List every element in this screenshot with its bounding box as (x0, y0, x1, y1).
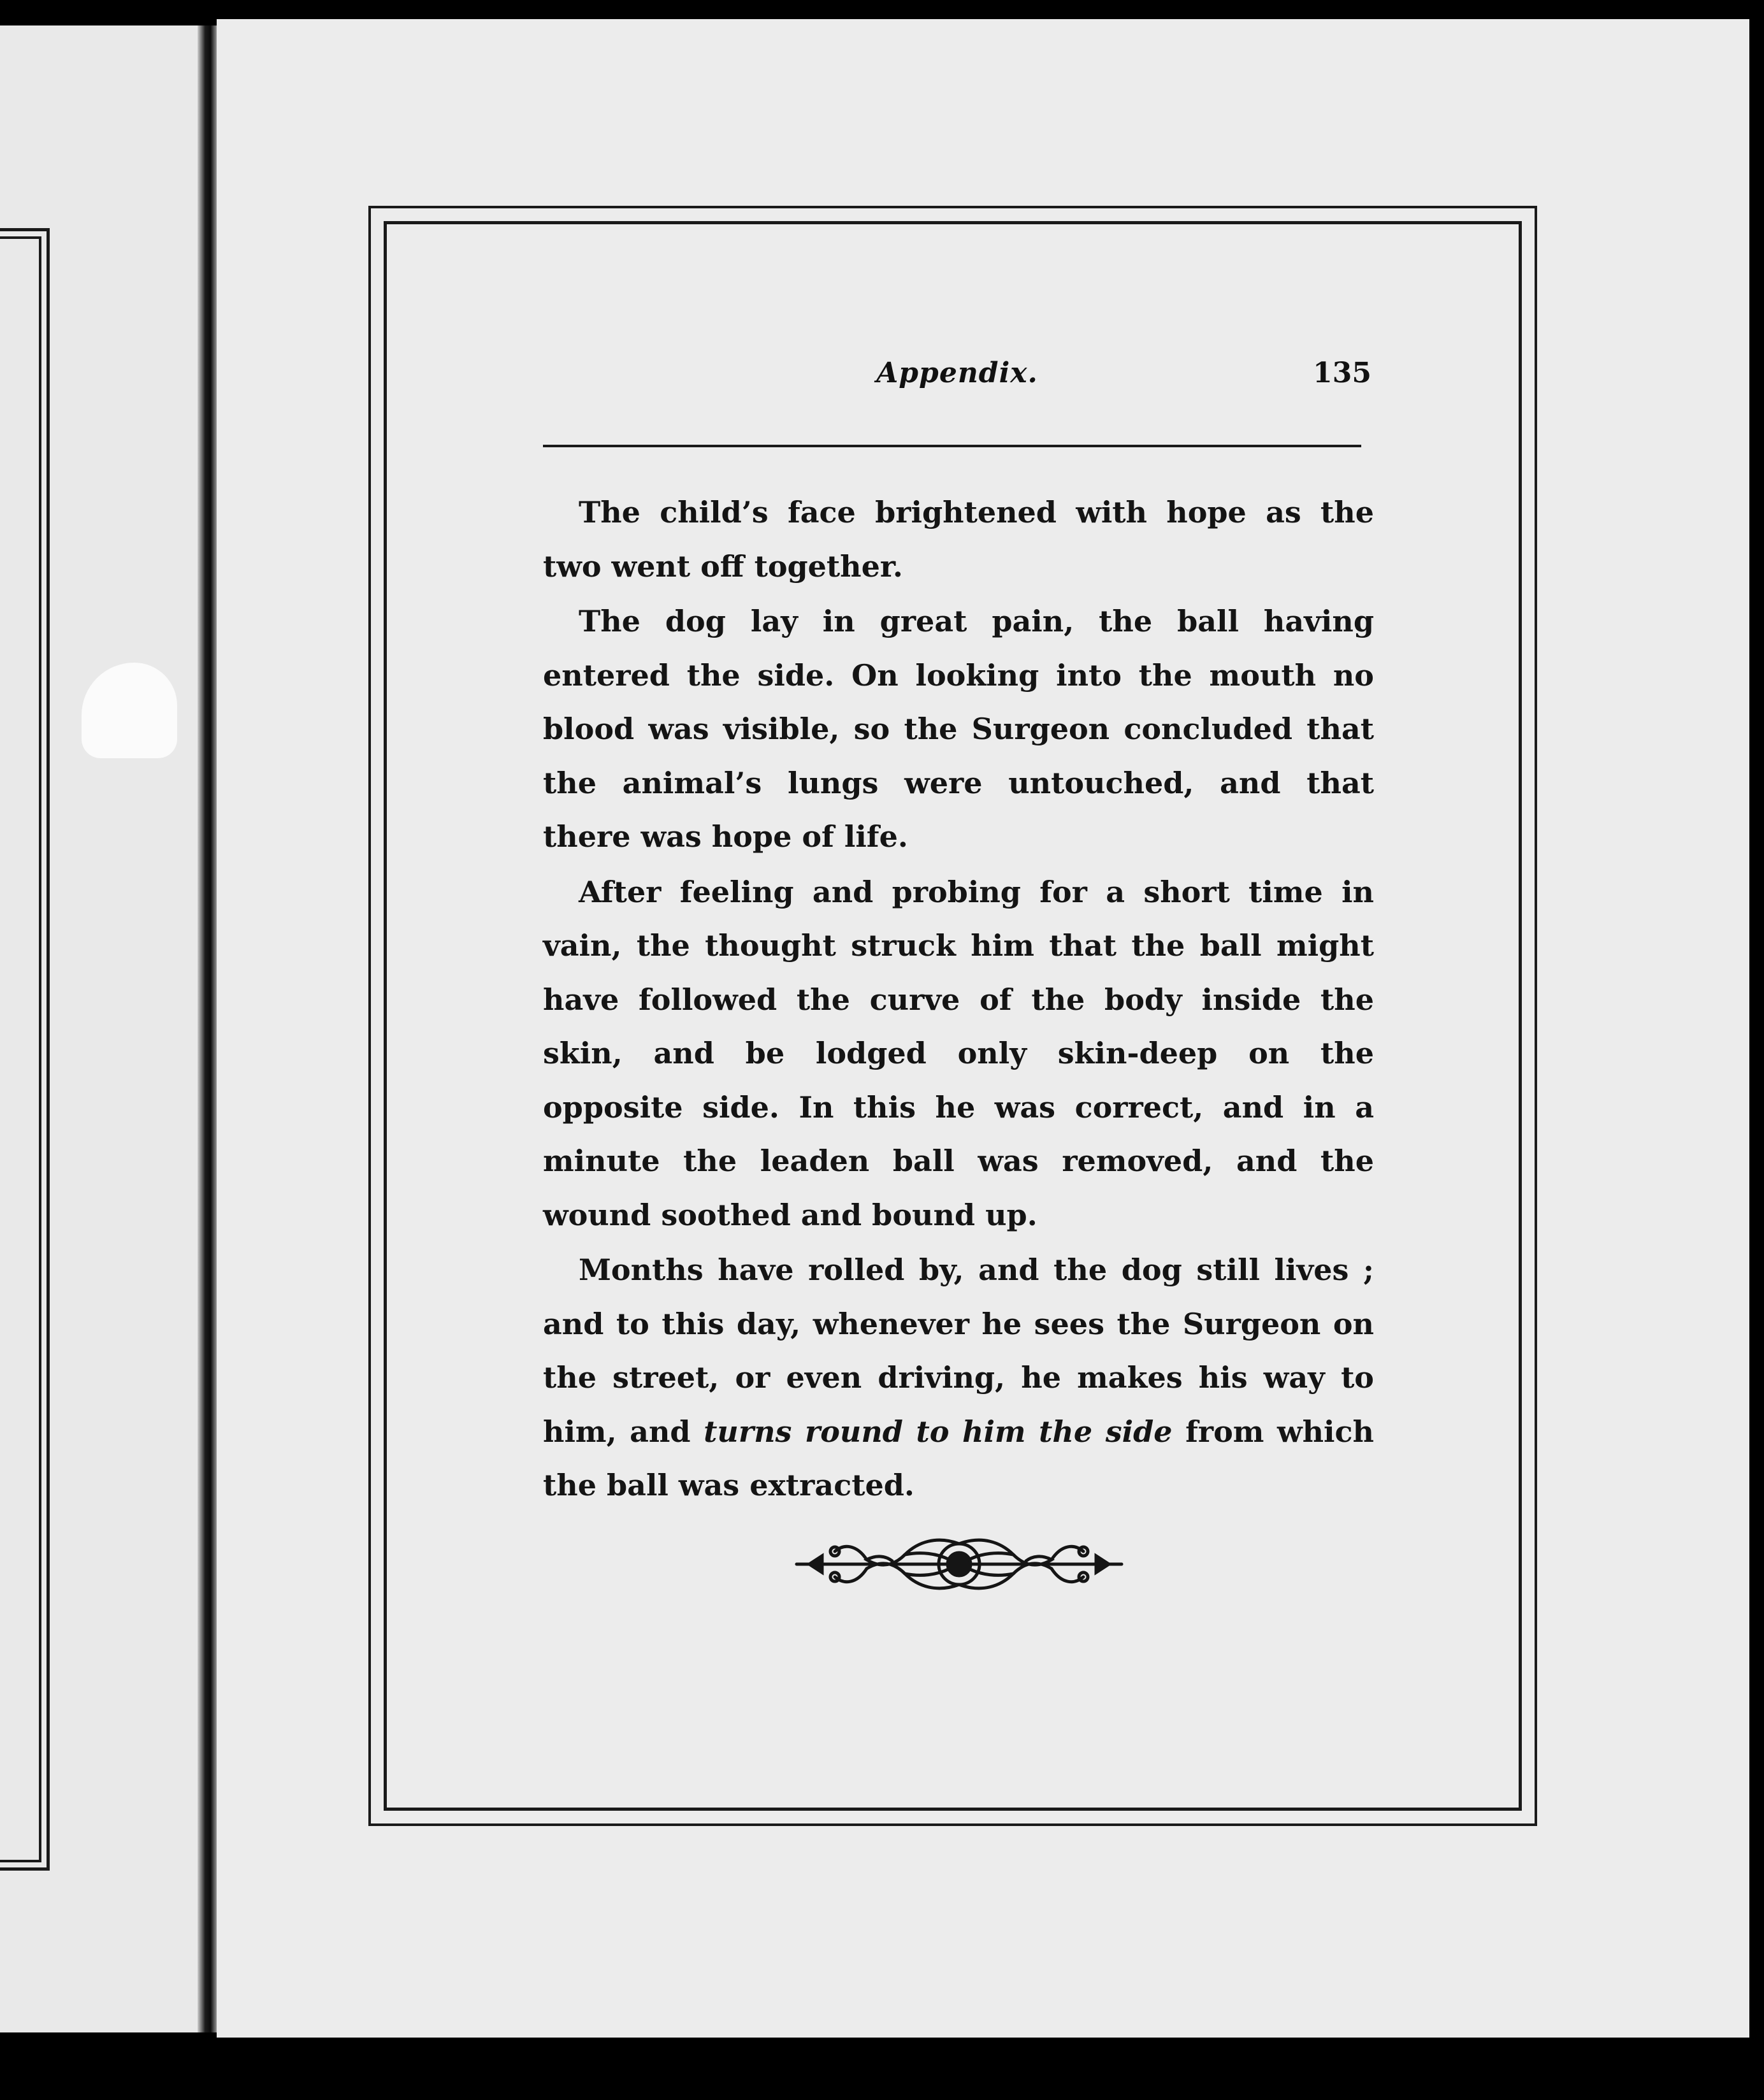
floral-ornament-icon (790, 1529, 1128, 1599)
paragraph-4 (543, 1243, 1374, 1513)
running-head (543, 357, 1371, 401)
paper-blot (82, 663, 177, 758)
body-text (543, 485, 1374, 1514)
paragraph-3: After feeling and probing for a short time in vain, the thought struck him that the ball might have followed the curve of the body inside the skin, and be lodged only skin-deep on the opposite side. In this he was correct, and in a minute the leaden ball was removed, and the wound soothed and bound up. (543, 874, 1374, 1232)
page-number: 135 (1313, 357, 1371, 389)
book-gutter (198, 25, 219, 2032)
paragraph-1: The child’s face brightened with hope as the two went off together. (543, 495, 1374, 584)
left-page-frame (0, 228, 50, 1871)
left-page-edge (0, 25, 203, 2032)
paragraph-4-end: from which the ball was extracted. (543, 1414, 1374, 1502)
paragraph-4-italic: turns round to him the side (704, 1414, 1173, 1449)
paragraph-2: The dog lay in great pain, the ball having entered the side. On looking into the mouth no blood was visible, so the Surgeon concluded that the animal’s lungs were untouched, and that there was hope of life. (543, 604, 1374, 854)
running-title: Appendix. (876, 357, 1038, 389)
head-rule (543, 445, 1361, 447)
paragraph-4-start: Months have rolled by, and the dog still lives ; and to this day, whenever he sees the Surgeon on the street, or even driving, he makes his way to him, and (543, 1253, 1374, 1449)
